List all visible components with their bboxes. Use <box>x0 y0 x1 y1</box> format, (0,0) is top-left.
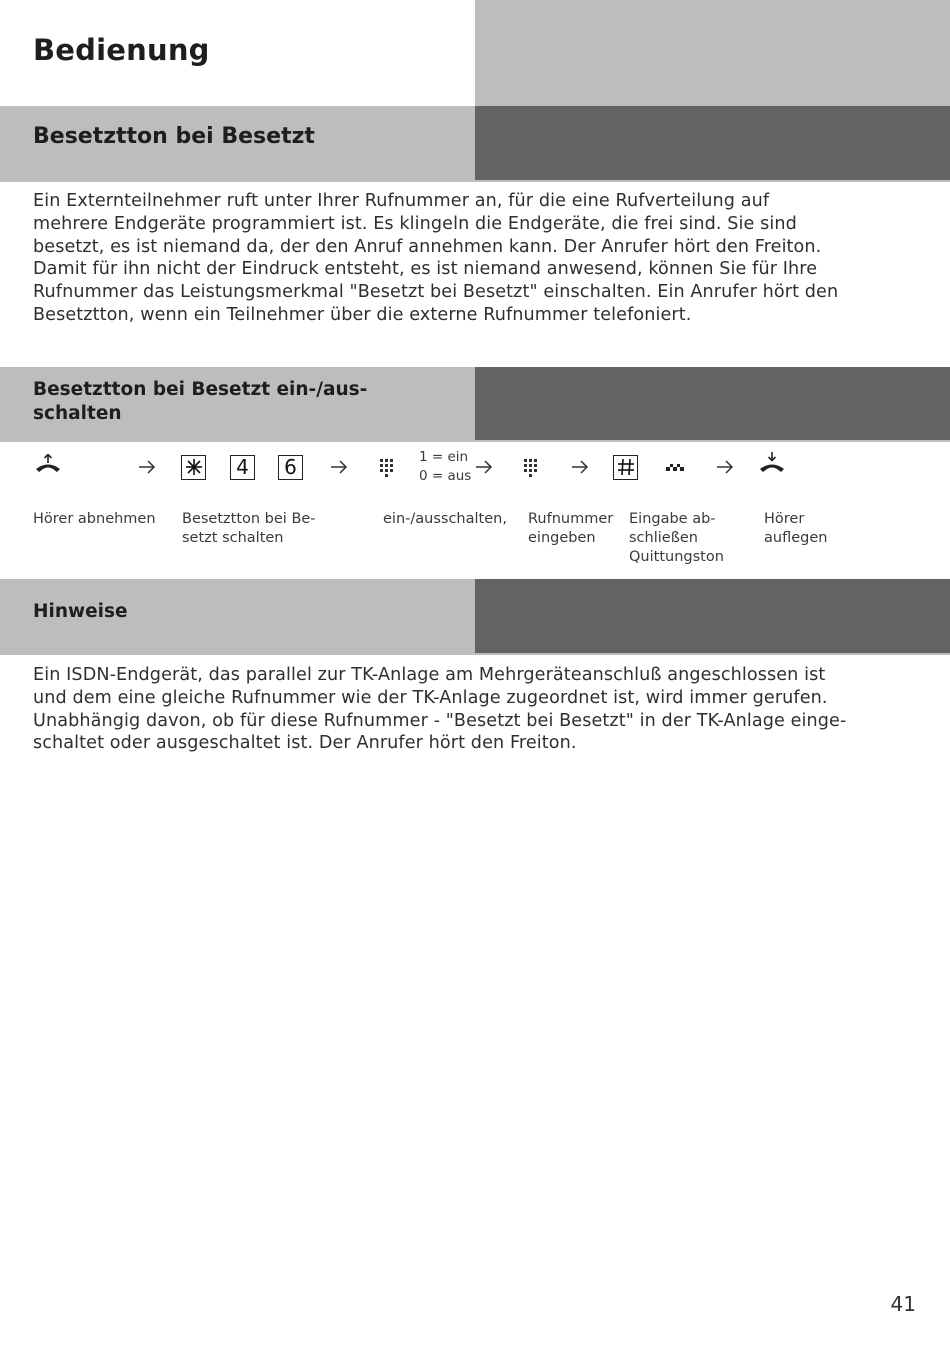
step-label-number: Rufnummer eingeben <box>528 511 614 546</box>
step-label-code: Besetztton bei Be- setzt schalten <box>182 511 316 546</box>
arrow-icon <box>330 458 348 476</box>
notes-header-right <box>475 579 950 653</box>
step-label-toggle: ein-/ausschalten, <box>383 511 507 527</box>
step-label-confirm: Eingabe ab- schließen Quittungston <box>629 511 724 565</box>
handset-lift-icon <box>34 454 62 474</box>
arrow-icon <box>475 458 493 476</box>
handset-hangup-icon <box>758 452 786 474</box>
digit-6-key: 6 <box>278 455 303 480</box>
star-icon <box>183 456 205 478</box>
notes-paragraph: Ein ISDN-Endgerät, das parallel zur TK-Anlage am Mehrgeräteanschluß angeschlossen ist und dem eine gleiche Rufnummer wie der TK-Anlage zugeordnet ist, wird immer gerufen. Unabhängig davon, ob für diese Rufnummer - "Besetzt bei Besetzt" in der TK-Anlage einge- schaltet oder ausgeschaltet ist. Der Anrufer hört den Freiton. <box>33 665 847 754</box>
arrow-icon <box>138 458 156 476</box>
arrow-icon <box>571 458 589 476</box>
star-key <box>181 455 206 480</box>
keypad-icon <box>523 458 539 478</box>
notes-title: Hinweise <box>33 601 128 622</box>
intro-paragraph: Ein Externteilnehmer ruft unter Ihrer Rufnummer an, für die eine Rufverteilung auf mehrere Endgeräte programmiert ist. Es klingeln die Endgeräte, die frei sind. Sie sind besetzt, es ist niemand da, der den Anruf annehmen kann. Der Anrufer hört den Freiton. Damit für ihn nicht der Eindruck entsteht, es ist niemand anwesend, können Sie für Ihre Rufnummer das Leistungsmerkmal "Besetzt bei Besetzt" einschalten. Ein Anrufer hört den Besetztton, wenn ein Teilnehmer über die externe Rufnummer telefoniert. <box>33 191 839 325</box>
header-band-right <box>475 0 950 106</box>
step-label-hangup: Hörer auflegen <box>764 511 828 546</box>
ack-tone-icon <box>665 463 685 473</box>
page-title: Bedienung <box>33 33 210 67</box>
section-title-besetztton: Besetztton bei Besetzt <box>33 124 315 149</box>
page-number: 41 <box>890 1292 916 1316</box>
notes-divider <box>0 653 950 655</box>
keypad-icon <box>379 458 395 478</box>
digit-4-key: 4 <box>230 455 255 480</box>
hash-key <box>613 455 638 480</box>
hash-key-icon <box>615 456 637 478</box>
arrow-icon <box>716 458 734 476</box>
section-divider <box>0 180 950 182</box>
section-header-right <box>475 106 950 180</box>
procedure-divider <box>0 440 950 442</box>
procedure-title: Besetztton bei Besetzt ein-/aus- schalten <box>33 379 368 424</box>
step-label-lift: Hörer abnehmen <box>33 511 156 527</box>
on-off-legend: 1 = ein 0 = aus <box>419 449 472 484</box>
procedure-header-right <box>475 367 950 440</box>
